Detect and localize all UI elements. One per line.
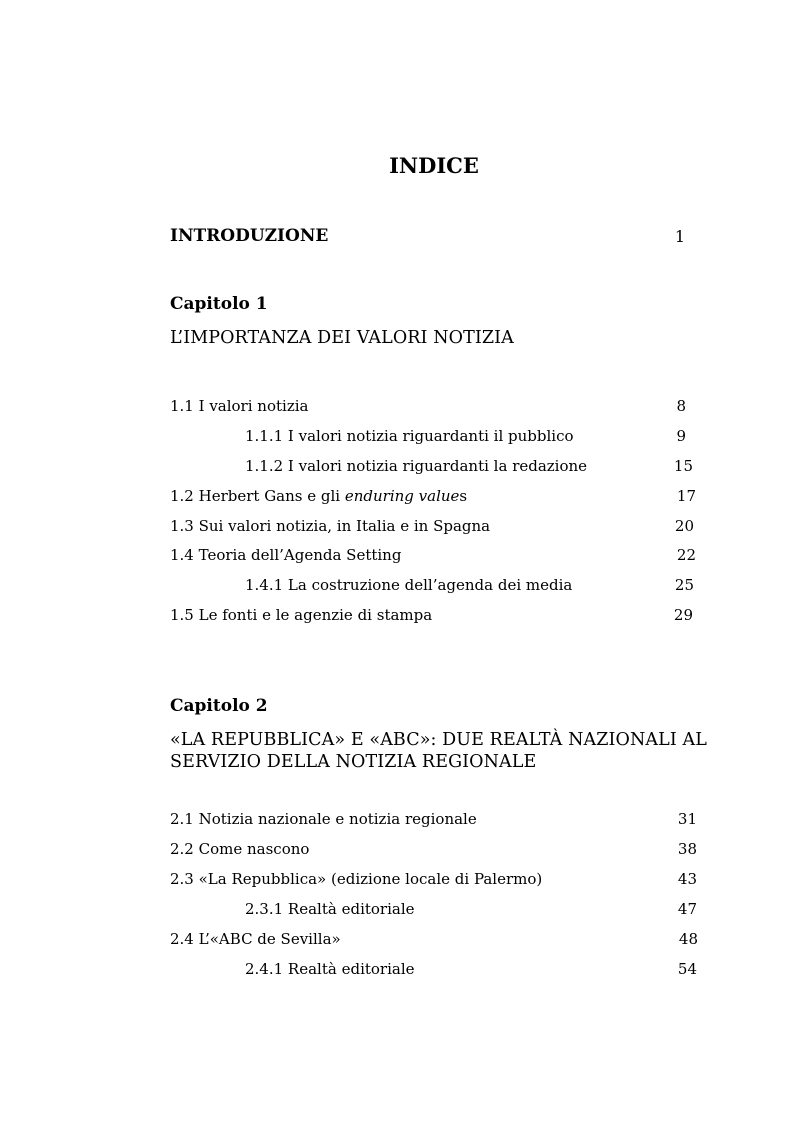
toc-page-number: 38 xyxy=(677,840,697,858)
intro-page-number: 1 xyxy=(674,227,685,246)
toc-entry-2-3[interactable]: 2.3 «La Repubblica» (edizione locale di Palermo) xyxy=(170,870,543,888)
intro-label[interactable]: INTRODUZIONE xyxy=(170,226,329,246)
toc-page-number: 9 xyxy=(676,427,686,445)
toc-page-number: 48 xyxy=(678,930,698,948)
toc-entry-1-5[interactable]: 1.5 Le fonti e le agenzie di stampa xyxy=(170,606,433,624)
toc-page-number: 15 xyxy=(673,457,693,475)
toc-entry-1-3[interactable]: 1.3 Sui valori notizia, in Italia e in Spagna xyxy=(170,517,491,535)
toc-page-number: 47 xyxy=(677,900,697,918)
chapter-2-label[interactable]: Capitolo 2 xyxy=(170,696,268,716)
toc-entry-1-4[interactable]: 1.4 Teoria dell’Agenda Setting xyxy=(170,546,402,564)
toc-entry-2-1[interactable]: 2.1 Notizia nazionale e notizia regionale xyxy=(170,810,477,828)
toc-entry-text: s xyxy=(459,487,468,505)
toc-page-number: 29 xyxy=(673,606,693,624)
toc-page-number: 20 xyxy=(674,517,694,535)
toc-entry-1-1-2[interactable]: 1.1.2 I valori notizia riguardanti la redazione xyxy=(245,457,588,475)
toc-page-number: 25 xyxy=(674,576,694,594)
chapter-2-title-line-1[interactable]: «LA REPUBBLICA» E «ABC»: DUE REALTÀ NAZIONALI AL xyxy=(170,730,707,750)
toc-page-number: 22 xyxy=(676,546,696,564)
toc-entry-1-1-1[interactable]: 1.1.1 I valori notizia riguardanti il pubblico xyxy=(245,427,574,445)
toc-page-number: 17 xyxy=(676,487,696,505)
toc-page-number: 8 xyxy=(676,397,686,415)
toc-entry-2-4[interactable]: 2.4 L’«ABC de Sevilla» xyxy=(170,930,341,948)
toc-entry-text: 1.2 Herbert Gans e gli xyxy=(170,487,345,505)
toc-page-number: 43 xyxy=(677,870,697,888)
toc-entry-1-2[interactable] xyxy=(170,487,467,505)
chapter-2-title-line-2[interactable]: SERVIZIO DELLA NOTIZIA REGIONALE xyxy=(170,752,537,772)
toc-entry-italic-text: enduring value xyxy=(344,487,460,505)
toc-page-number: 31 xyxy=(677,810,697,828)
toc-entry-2-4-1[interactable]: 2.4.1 Realtà editoriale xyxy=(245,960,415,978)
chapter-1-title[interactable]: L’IMPORTANZA DEI VALORI NOTIZIA xyxy=(170,328,514,348)
toc-page-number: 54 xyxy=(677,960,697,978)
toc-entry-2-2[interactable]: 2.2 Come nascono xyxy=(170,840,310,858)
toc-entry-1-1[interactable]: 1.1 I valori notizia xyxy=(170,397,309,415)
chapter-1-label[interactable]: Capitolo 1 xyxy=(170,294,268,314)
toc-entry-2-3-1[interactable]: 2.3.1 Realtà editoriale xyxy=(245,900,415,918)
toc-entry-1-4-1[interactable]: 1.4.1 La costruzione dell’agenda dei media xyxy=(245,576,573,594)
page-title: INDICE xyxy=(389,153,479,178)
